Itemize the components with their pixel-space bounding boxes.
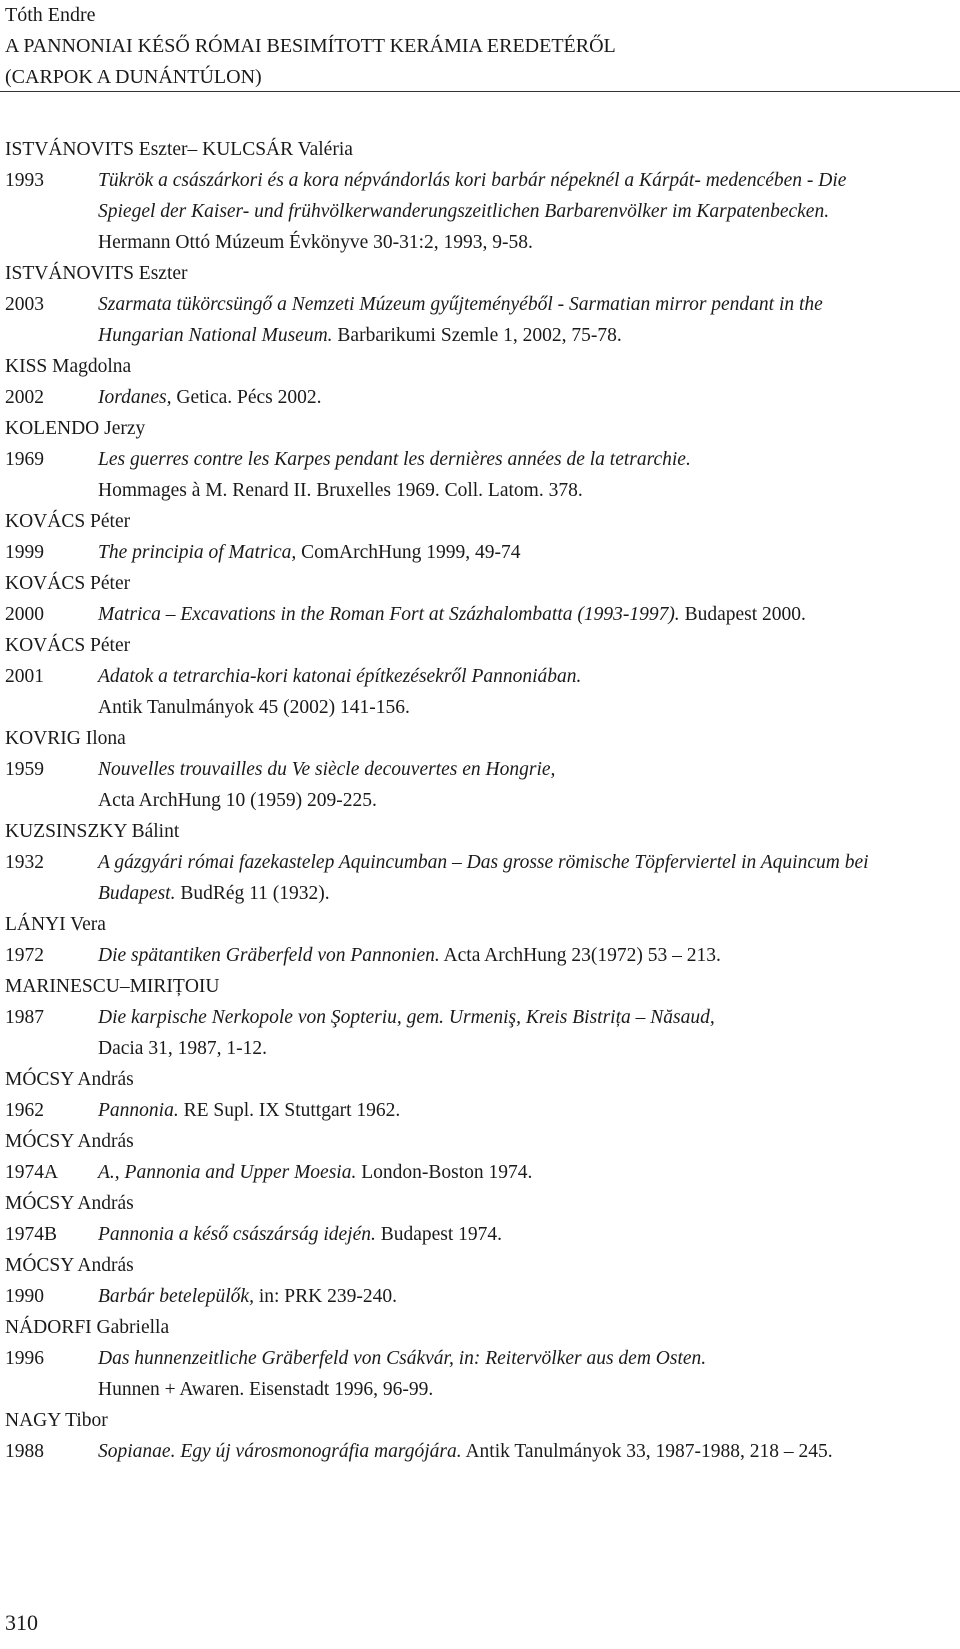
entry-publication: Acta ArchHung 23(1972) 53 – 213. — [439, 945, 721, 966]
entry-line — [5, 599, 955, 630]
entry-text — [98, 1157, 955, 1188]
entry-author: MÓCSY András — [5, 1193, 134, 1214]
entry-author: KOVÁCS Péter — [5, 573, 131, 594]
entry-text — [98, 165, 955, 196]
bibliography-entry — [5, 506, 955, 568]
bibliography-entry — [5, 723, 955, 816]
entry-title-italic: A., Pannonia and Upper Moesia. — [98, 1162, 357, 1183]
entry-year: 1972 — [5, 945, 44, 966]
entry-year: 1932 — [5, 852, 44, 873]
entry-line — [5, 1219, 955, 1250]
bibliography-entry — [5, 134, 955, 258]
entry-line — [5, 1095, 955, 1126]
entry-year: 1996 — [5, 1348, 44, 1369]
entry-author: NÁDORFI Gabriella — [5, 1317, 170, 1338]
entry-line — [5, 940, 955, 971]
entry-year: 1974B — [5, 1224, 58, 1245]
entry-author: KOVRIG Ilona — [5, 728, 126, 749]
entry-title-italic: Die spätantiken Gräberfeld von Pannonien. — [98, 945, 440, 966]
entry-line — [5, 1002, 955, 1033]
entry-author: KOLENDO Jerzy — [5, 418, 146, 439]
entry-text — [98, 1281, 955, 1312]
entry-text — [98, 537, 955, 568]
entry-title-italic: Sopianae. Egy új városmonográfia margójára. — [98, 1441, 462, 1462]
entry-line — [5, 196, 955, 227]
bibliography-entry — [5, 1250, 955, 1312]
entry-publication: London-Boston 1974. — [356, 1162, 533, 1183]
bibliography-entry — [5, 568, 955, 630]
entry-author: MÓCSY András — [5, 1255, 134, 1276]
entry-text — [98, 1033, 955, 1064]
entry-line — [5, 227, 955, 258]
entry-line — [5, 289, 955, 320]
entry-text — [98, 196, 955, 227]
entry-title-italic: A gázgyári római fazekastelep Aquincumban – Das grosse römische Töpferviertel in Aquincum bei — [98, 852, 869, 873]
entry-year: 2001 — [5, 666, 44, 687]
entry-text — [98, 444, 955, 475]
bibliography-list — [5, 134, 955, 1467]
entry-title-italic: Pannonia. — [98, 1100, 179, 1121]
entry-line — [5, 692, 955, 723]
entry-title-italic: Iordanes, — [98, 387, 172, 408]
entry-publication: Hommages à M. Renard II. Bruxelles 1969. Coll. Latom. 378. — [98, 480, 583, 501]
entry-line — [5, 1343, 955, 1374]
entry-line — [5, 320, 955, 351]
bibliography-entry — [5, 1126, 955, 1188]
entry-text — [98, 940, 955, 971]
entry-title-italic: Hungarian National Museum. — [98, 325, 333, 346]
entry-publication: Antik Tanulmányok 33, 1987-1988, 218 – 245. — [461, 1441, 833, 1462]
entry-line — [5, 754, 955, 785]
entry-line — [5, 1281, 955, 1312]
bibliography-entry — [5, 971, 955, 1064]
entry-author: MÓCSY András — [5, 1069, 134, 1090]
bibliography-entry — [5, 1188, 955, 1250]
header-title-line-1: A PANNONIAI KÉSŐ RÓMAI BESIMÍTOTT KERÁMIA EREDETÉRŐL — [5, 35, 616, 57]
entry-publication: RE Supl. IX Stuttgart 1962. — [178, 1100, 401, 1121]
header-author: Tóth Endre — [5, 4, 96, 26]
entry-text — [98, 847, 955, 878]
entry-title-italic: Matrica – Excavations in the Roman Fort at Százhalombatta (1993-1997). — [98, 604, 680, 625]
entry-publication: Getica. Pécs 2002. — [171, 387, 322, 408]
entry-line — [5, 1157, 955, 1188]
running-header — [5, 0, 955, 93]
entry-author: LÁNYI Vera — [5, 914, 106, 935]
entry-publication: Hermann Ottó Múzeum Évkönyve 30-31:2, 1993, 9-58. — [98, 232, 533, 253]
entry-text — [98, 1374, 955, 1405]
entry-year: 1993 — [5, 170, 44, 191]
entry-title-italic: The principia of Matrica, — [98, 542, 297, 563]
entry-title-italic: Pannonia a késő császárság idején. — [98, 1224, 376, 1245]
entry-title-italic: Spiegel der Kaiser- und frühvölkerwanderungszeitlichen Barbarenvölker im Karpatenbecken. — [98, 201, 830, 222]
entry-year: 2002 — [5, 387, 44, 408]
entry-text — [98, 785, 955, 816]
header-divider — [0, 91, 960, 92]
entry-text — [98, 1095, 955, 1126]
entry-line — [5, 1033, 955, 1064]
entry-line — [5, 444, 955, 475]
entry-text — [98, 692, 955, 723]
entry-author: KOVÁCS Péter — [5, 511, 131, 532]
entry-text — [98, 320, 955, 351]
bibliography-entry — [5, 351, 955, 413]
entry-line — [5, 475, 955, 506]
entry-publication: in: PRK 239-240. — [253, 1286, 397, 1307]
entry-line — [5, 537, 955, 568]
bibliography-entry — [5, 909, 955, 971]
entry-year: 1974A — [5, 1162, 59, 1183]
entry-title-italic: Szarmata tükörcsüngő a Nemzeti Múzeum gyűjteményéből - Sarmatian mirror pendant in the — [98, 294, 823, 315]
entry-year: 2003 — [5, 294, 44, 315]
entry-publication: ComArchHung 1999, 49-74 — [296, 542, 521, 563]
entry-text — [98, 289, 955, 320]
bibliography-entry — [5, 413, 955, 506]
entry-publication: Hunnen + Awaren. Eisenstadt 1996, 96-99. — [98, 1379, 434, 1400]
entry-publication: Antik Tanulmányok 45 (2002) 141-156. — [98, 697, 410, 718]
entry-text — [98, 1002, 955, 1033]
entry-line — [5, 1374, 955, 1405]
entry-line — [5, 847, 955, 878]
entry-text — [98, 599, 955, 630]
entry-author: ISTVÁNOVITS Eszter– KULCSÁR Valéria — [5, 139, 353, 160]
entry-line — [5, 661, 955, 692]
bibliography-entry — [5, 1312, 955, 1405]
entry-text — [98, 878, 955, 909]
entry-year: 1988 — [5, 1441, 44, 1462]
bibliography-entry — [5, 630, 955, 723]
entry-year: 1969 — [5, 449, 44, 470]
entry-line — [5, 785, 955, 816]
entry-author: ISTVÁNOVITS Eszter — [5, 263, 188, 284]
entry-title-italic: Les guerres contre les Karpes pendant les dernières années de la tetrarchie. — [98, 449, 691, 470]
entry-author: KOVÁCS Péter — [5, 635, 131, 656]
entry-publication: Budapest 1974. — [375, 1224, 503, 1245]
entry-year: 1999 — [5, 542, 44, 563]
entry-title-italic: Adatok a tetrarchia-kori katonai építkezésekről Pannoniában. — [98, 666, 582, 687]
entry-author: KISS Magdolna — [5, 356, 132, 377]
entry-author: NAGY Tibor — [5, 1410, 108, 1431]
entry-publication: Barbarikumi Szemle 1, 2002, 75-78. — [332, 325, 622, 346]
entry-title-italic: Barbár betelepülők, — [98, 1286, 254, 1307]
entry-title-italic: Nouvelles trouvailles du Ve siècle decouvertes en Hongrie, — [98, 759, 556, 780]
bibliography-entry — [5, 258, 955, 351]
bibliography-entry — [5, 1405, 955, 1467]
entry-line — [5, 382, 955, 413]
entry-title-italic: Das hunnenzeitliche Gräberfeld von Csákvár, in: Reitervölker aus dem Osten. — [98, 1348, 707, 1369]
entry-year: 2000 — [5, 604, 44, 625]
entry-text — [98, 661, 955, 692]
entry-title-italic: Tükrök a császárkori és a kora népvándorlás kori barbár népeknél a Kárpát- medencében - Die — [98, 170, 847, 191]
entry-author: MARINESCU–MIRIȚOIU — [5, 976, 220, 997]
entry-line — [5, 1436, 955, 1467]
entry-publication: Budapest 2000. — [679, 604, 806, 625]
entry-text — [98, 1219, 955, 1250]
entry-year: 1987 — [5, 1007, 44, 1028]
bibliography-entry — [5, 816, 955, 909]
entry-author: MÓCSY András — [5, 1131, 134, 1152]
bibliography-entry — [5, 1064, 955, 1126]
entry-publication: BudRég 11 (1932). — [175, 883, 330, 904]
entry-year: 1959 — [5, 759, 44, 780]
entry-publication: Dacia 31, 1987, 1-12. — [98, 1038, 267, 1059]
entry-text — [98, 1343, 955, 1374]
entry-author: KUZSINSZKY Bálint — [5, 821, 180, 842]
entry-text — [98, 1436, 955, 1467]
entry-line — [5, 878, 955, 909]
entry-text — [98, 382, 955, 413]
entry-year: 1962 — [5, 1100, 44, 1121]
entry-line — [5, 165, 955, 196]
entry-publication: Acta ArchHung 10 (1959) 209-225. — [98, 790, 377, 811]
entry-text — [98, 475, 955, 506]
entry-title-italic: Die karpische Nerkopole von Şopteriu, gem. Urmeniş, Kreis Bistrița – Năsaud, — [98, 1007, 715, 1028]
entry-text — [98, 754, 955, 785]
page-number: 310 — [5, 1610, 38, 1635]
header-title-line-2: (CARPOK A DUNÁNTÚLON) — [5, 66, 262, 88]
entry-year: 1990 — [5, 1286, 44, 1307]
entry-title-italic: Budapest. — [98, 883, 176, 904]
entry-text — [98, 227, 955, 258]
